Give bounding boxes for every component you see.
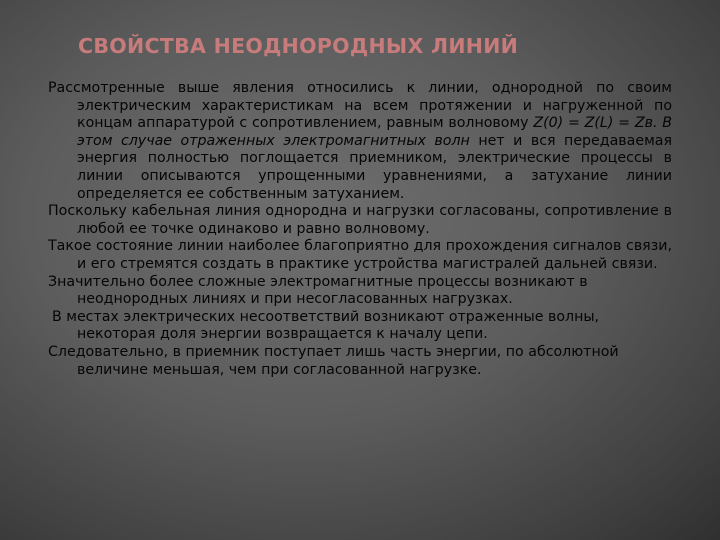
paragraph-4: Значительно более сложные электромагнитные процессы возникают в неоднородных линиях и при несогласованных нагрузках. — [48, 273, 588, 308]
paragraph-1-emphasis: . В этом случае отраженных электромагнитных волн — [77, 115, 672, 149]
slide-title: СВОЙСТВА НЕОДНОРОДНЫХ ЛИНИЙ — [78, 34, 519, 58]
paragraph-1-text-end: нет и вся передаваемая энергия полностью поглощается приемником, электрические процессы в линии описываются упрощенными уравнениями, а затухание линии определяется ее собственным затуханием. — [77, 132, 673, 202]
paragraph-1-text: Рассмотренные выше явления относились к линии, однородной по своим электрическим характеристикам на всем протяжении и нагруженной по концам аппаратурой с сопротивлением, равным волновому — [48, 80, 672, 132]
paragraph-1 — [48, 80, 672, 203]
paragraph-6: Следовательно, в приемник поступает лишь часть энергии, по абсолютной величине меньшая, чем при согласованной нагрузке. — [48, 343, 619, 378]
paragraph-5: В местах электрических несоответствий возникают отраженные волны, некоторая доля энергии возвращается к началу цепи. — [52, 308, 600, 343]
formula: Z(0) = Z(L) = Zв — [533, 115, 653, 132]
slide-body — [48, 80, 672, 379]
paragraph-3: Такое состояние линии наиболее благоприятно для прохождения сигналов связи, и его стремятся создать в практике устройства магистралей дальней связи. — [48, 238, 672, 272]
paragraph-2: Поскольку кабельная линия однородна и нагрузки согласованы, сопротивление в любой ее точке одинаково и равно волновому. — [48, 203, 672, 237]
